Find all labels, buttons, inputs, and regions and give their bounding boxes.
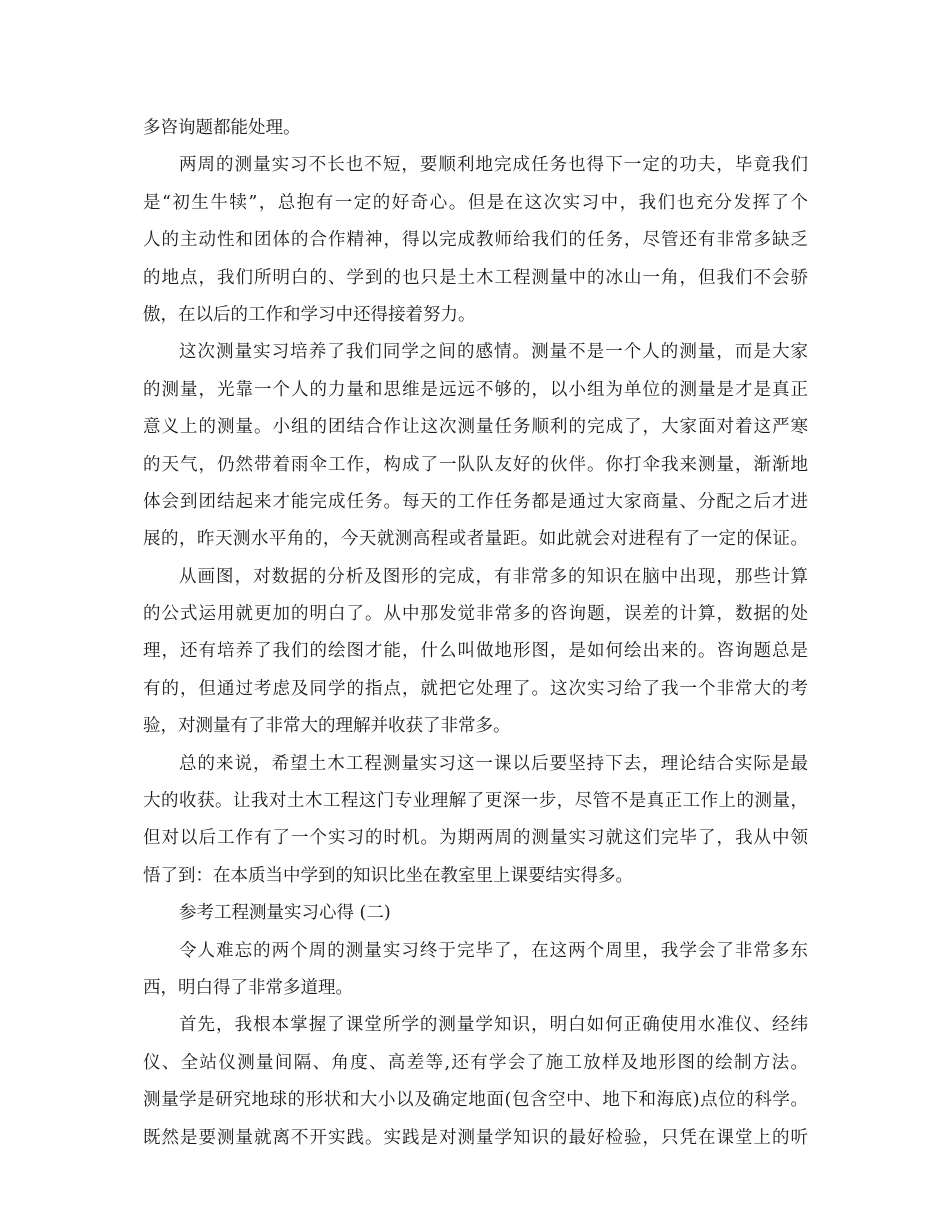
text-line: 验，对测量有了非常大的理解并收获了非常多。 — [143, 716, 511, 737]
text-line: 大的收获。让我对土木工程这门专业理解了更深一步，尽管不是真正工作上的测量， — [143, 791, 808, 812]
paragraph-first-line: 总的来说，希望土木工程测量实习这一课以后要坚持下去，理论结合实际是最 — [179, 753, 808, 774]
text-line: 的天气，仍然带着雨伞工作，构成了一队队友好的伙伴。你打伞我来测量，渐渐地 — [143, 454, 808, 475]
paragraph-first-line: 令人难忘的两个周的测量实习终于完毕了，在这两个周里，我学会了非常多东 — [179, 940, 808, 961]
text-line: 悟了到：在本质当中学到的知识比坐在教室里上课要结实得多。 — [143, 865, 633, 886]
document-body — [143, 110, 808, 1157]
text-line: 的地点，我们所明白的、学到的也只是土木工程测量中的冰山一角，但我们不会骄 — [143, 267, 808, 288]
paragraph-first-line: 这次测量实习培养了我们同学之间的感情。测量不是一个人的测量，而是大家 — [179, 342, 808, 363]
text-line: 仪、全站仪测量间隔、角度、高差等,还有学会了施工放样及地形图的绘制方法。 — [143, 1052, 808, 1073]
paragraph-first-line: 首先，我根本掌握了课堂所学的测量学知识，明白如何正确使用水准仪、经纬 — [179, 1015, 808, 1036]
text-line: 是“初生牛犊”，总抱有一定的好奇心。但是在这次实习中，我们也充分发挥了个 — [143, 192, 808, 213]
text-line: 多咨询题都能处理。 — [143, 118, 301, 138]
text-line: 展的，昨天测水平角的，今天就测高程或者量距。如此就会对进程有了一定的保证。 — [143, 529, 808, 550]
text-line: 意义上的测量。小组的团结合作让这次测量任务顺利的完成了，大家面对着这严寒 — [143, 417, 808, 438]
text-line: 体会到团结起来才能完成任务。每天的工作任务都是通过大家商量、分配之后才进 — [143, 491, 808, 512]
text-line: 但对以后工作有了一个实习的时机。为期两周的测量实习就这们完毕了，我从中领 — [143, 828, 808, 849]
text-line: 的测量，光靠一个人的力量和思维是远远不够的，以小组为单位的测量是才是真正 — [143, 379, 808, 400]
section-heading: 参考工程测量实习心得 (二) — [179, 903, 391, 924]
text-line: 理，还有培养了我们的绘图才能，什么叫做地形图，是如何绘出来的。咨询题总是 — [143, 641, 808, 662]
text-line: 有的，但通过考虑及同学的指点，就把它处理了。这次实习给了我一个非常大的考 — [143, 678, 808, 699]
paragraph-first-line: 两周的测量实习不长也不短，要顺利地完成任务也得下一定的功夫，毕竟我们 — [179, 155, 808, 176]
text-line: 既然是要测量就离不开实践。实践是对测量学知识的最好检验，只凭在课堂上的听 — [143, 1127, 808, 1148]
text-line: 的公式运用就更加的明白了。从中那发觉非常多的咨询题，误差的计算，数据的处 — [143, 604, 808, 625]
paragraph-first-line: 从画图，对数据的分析及图形的完成，有非常多的知识在脑中出现，那些计算 — [179, 566, 808, 587]
text-line: 西，明白得了非常多道理。 — [143, 977, 353, 998]
text-line: 傲，在以后的工作和学习中还得接着努力。 — [143, 304, 476, 325]
text-line: 人的主动性和团体的合作精神，得以完成教师给我们的任务，尽管还有非常多缺乏 — [143, 230, 808, 251]
text-line: 测量学是研究地球的形状和大小以及确定地面(包含空中、地下和海底)点位的科学。 — [143, 1090, 808, 1111]
